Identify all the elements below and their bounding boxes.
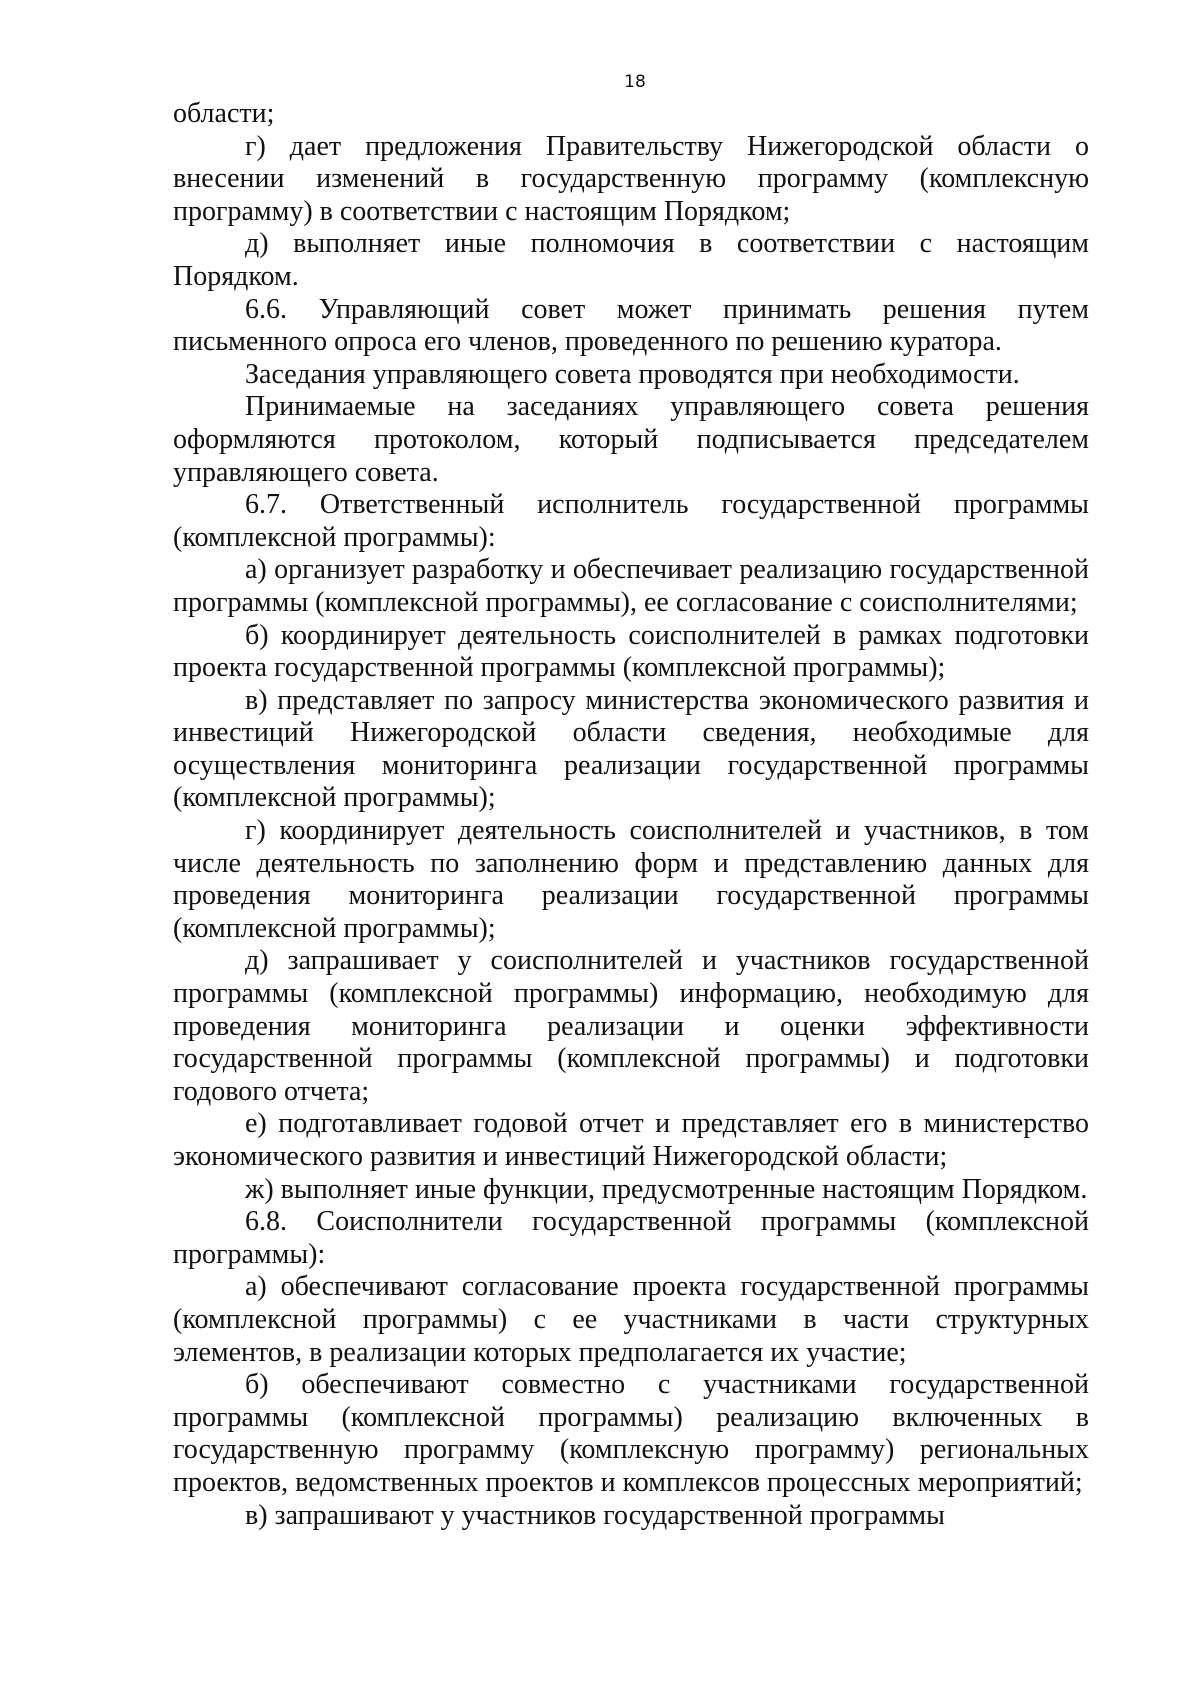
paragraph-continuation: области; (173, 98, 275, 129)
paragraph: 6.7. Ответственный исполнитель государственной программы (комплексной программы): (173, 489, 1089, 553)
paragraph: а) организует разработку и обеспечивает реализацию государственной программы (комплексной программы), ее согласование с соисполнителями; (173, 554, 1089, 618)
paragraph: Принимаемые на заседаниях управляющего совета решения оформляются протоколом, который подписывается председателем управляющего совета. (173, 391, 1089, 488)
paragraph: д) выполняет иные полномочия в соответствии с настоящим Порядком. (173, 228, 1089, 292)
document-body (173, 98, 1089, 1532)
paragraph: а) обеспечивают согласование проекта государственной программы (комплексной программы) с ее участниками в части структурных элементов, в реализации которых предполагается их участие; (173, 1271, 1089, 1368)
paragraph: г) координирует деятельность соисполнителей и участников, в том числе деятельность по заполнению форм и представлению данных для проведения мониторинга реализации государственной программы (комплексной программы); (173, 815, 1089, 944)
paragraph: 6.6. Управляющий совет может принимать решения путем письменного опроса его членов, проведенного по решению куратора. (173, 293, 1089, 358)
paragraph: д) запрашивает у соисполнителей и участников государственной программы (комплексной программы) информацию, необходимую для проведения мониторинга реализации и оценки эффективности государственной программы (комплексной программы) и подготовки годового отчета; (173, 945, 1089, 1107)
paragraph: в) представляет по запросу министерства экономического развития и инвестиций Нижегородской области сведения, необходимые для осуществления мониторинга реализации государственной программы (комплексной программы); (173, 684, 1089, 814)
paragraph: в) запрашивают у участников государственной программы (245, 1499, 945, 1531)
paragraph: ж) выполняет иные функции, предусмотренные настоящим Порядком. (245, 1173, 1088, 1205)
paragraph: е) подготавливает годовой отчет и представляет его в министерство экономического развития и инвестиций Нижегородской области; (173, 1108, 1089, 1172)
paragraph: б) обеспечивают совместно с участниками государственной программы (комплексной программы) реализацию включенных в государственную программу (комплексную программу) региональных проектов, ведомственных проектов и комплексов процессных мероприятий; (173, 1369, 1089, 1498)
paragraph: Заседания управляющего совета проводятся при необходимости. (245, 358, 1020, 390)
paragraph: 6.8. Соисполнители государственной программы (комплексной программы): (173, 1206, 1089, 1270)
paragraph: г) дает предложения Правительству Нижегородской области о внесении изменений в государственную программу (комплексную программу) в соответствии с настоящим Порядком; (173, 130, 1089, 227)
paragraph: б) координирует деятельность соисполнителей в рамках подготовки проекта государственной программы (комплексной программы); (173, 619, 1089, 684)
page-number: 18 (624, 72, 646, 92)
